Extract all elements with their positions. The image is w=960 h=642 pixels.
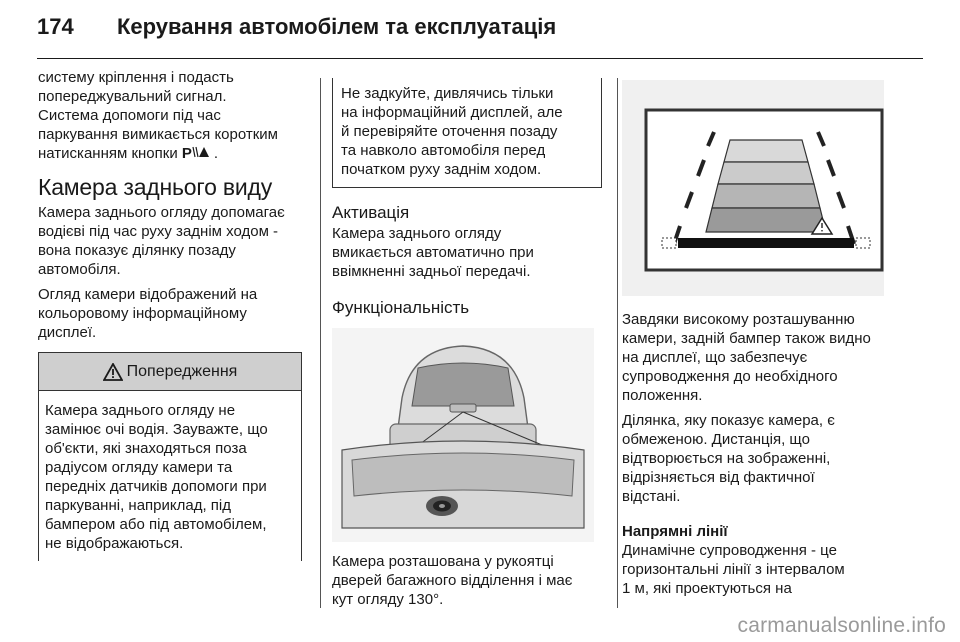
- warning-triangle-icon: [103, 363, 123, 381]
- text-line: 1 м, які проектуються на: [622, 580, 792, 597]
- activation-heading: Активація: [332, 203, 410, 222]
- page-title: Керування автомобілем та експлуатація: [117, 14, 557, 39]
- column-divider-1: [320, 78, 321, 608]
- text-line: відтворюється на зображенні,: [622, 450, 831, 467]
- column-1: [38, 68, 308, 561]
- text-line: Завдяки високому розташуванню: [622, 311, 855, 328]
- warning-line: замінює очі водія. Зауважте, що: [45, 421, 268, 438]
- warning-line: Камера заднього огляду не: [45, 402, 236, 419]
- text-line: відрізняється від фактичної: [622, 469, 815, 486]
- intro-line: Система допомоги під час: [38, 107, 221, 124]
- text-line: горизонтальні лінії з інтервалом: [622, 561, 845, 578]
- text-line: Камера заднього огляду допомагає: [38, 204, 285, 221]
- header-rule: [37, 58, 923, 59]
- text-line: Ділянка, яку показує камера, є: [622, 412, 835, 429]
- rear-car-illustration: [332, 328, 594, 542]
- warning-body: [39, 391, 301, 561]
- notice-box: [332, 78, 602, 188]
- text-line: відстані.: [622, 488, 681, 505]
- paragraph: [622, 310, 907, 405]
- text-line: ввімкненні задньої передачі.: [332, 263, 531, 280]
- notice-line: початком руху заднім ходом.: [341, 161, 542, 178]
- warning-line: бампером або під автомобілем,: [45, 516, 267, 533]
- intro-line: натисканням кнопки: [38, 145, 178, 162]
- warning-header: [39, 353, 301, 391]
- text-line: дверей багажного відділення і має: [332, 572, 573, 589]
- intro-line: паркування вимикається коротким: [38, 126, 278, 143]
- text-line: Камера заднього огляду: [332, 225, 502, 242]
- watermark: carmanualsonline.info: [737, 614, 946, 637]
- page-header: [37, 14, 556, 50]
- intro-paragraph: [38, 68, 308, 163]
- notice-line: й перевіряйте оточення позаду: [341, 123, 558, 140]
- column-2: [332, 78, 602, 615]
- warning-line: передніх датчиків допомоги при: [45, 478, 267, 495]
- section-title-rear-camera: Камера заднього виду: [38, 174, 273, 200]
- column-3: [622, 70, 907, 604]
- text-line: камери, задній бампер також видно: [622, 330, 871, 347]
- text-line: положення.: [622, 387, 703, 404]
- paragraph: [38, 285, 308, 342]
- notice-line: на інформаційний дисплей, але: [341, 104, 563, 121]
- warning-title: Попередження: [126, 363, 238, 380]
- text-line: на дисплеї, що забезпечує: [622, 349, 808, 366]
- text-line: кольоровому інформаційному: [38, 305, 247, 322]
- parking-sensor-icon: [192, 145, 214, 159]
- warning-line: радіусом огляду камери та: [45, 459, 233, 476]
- text-line: Камера розташована у рукоятці: [332, 553, 554, 570]
- rear-car-drawing: [332, 328, 594, 542]
- column-divider-2: [617, 78, 618, 608]
- paragraph: [622, 411, 907, 506]
- intro-line: попереджувальний сигнал.: [38, 88, 227, 105]
- notice-line: та навколо автомобіля перед: [341, 142, 546, 159]
- text-line: супроводження до необхідного: [622, 368, 838, 385]
- functionality-heading: Функціональність: [332, 298, 470, 317]
- intro-line-with-button: натисканням кнопки P .: [38, 145, 219, 162]
- parking-button-label: P: [181, 145, 192, 162]
- notice-line: Не задкуйте, дивлячись тільки: [341, 85, 554, 102]
- text-line: кут огляду 130°.: [332, 591, 444, 608]
- text-line: вмикається автоматично при: [332, 244, 534, 261]
- warning-line: паркуванні, наприклад, під: [45, 497, 232, 514]
- activation-paragraph: [332, 224, 602, 281]
- text-line: обмеженою. Дистанція, що: [622, 431, 810, 448]
- intro-line: систему кріплення і подасть: [38, 69, 234, 86]
- paragraph: [622, 541, 907, 598]
- warning-line: об'єкти, які знаходяться поза: [45, 440, 247, 457]
- text-line: Огляд камери відображений на: [38, 286, 258, 303]
- text-line: автомобіля.: [38, 261, 121, 278]
- guide-lines-heading: Напрямні лінії: [622, 523, 728, 540]
- warning-box: [38, 352, 302, 561]
- text-line: вона показує ділянку позаду: [38, 242, 236, 259]
- camera-display-drawing: [622, 80, 884, 296]
- text-line: водієві під час руху заднім ходом -: [38, 223, 279, 240]
- text-line: дисплеї.: [38, 324, 97, 341]
- text-line: Динамічне супроводження - це: [622, 542, 837, 559]
- paragraph: [38, 203, 308, 279]
- warning-line: не відображаються.: [45, 535, 184, 552]
- camera-display-illustration: [622, 80, 884, 296]
- page-number: 174: [37, 14, 74, 39]
- figure-caption: [332, 552, 602, 609]
